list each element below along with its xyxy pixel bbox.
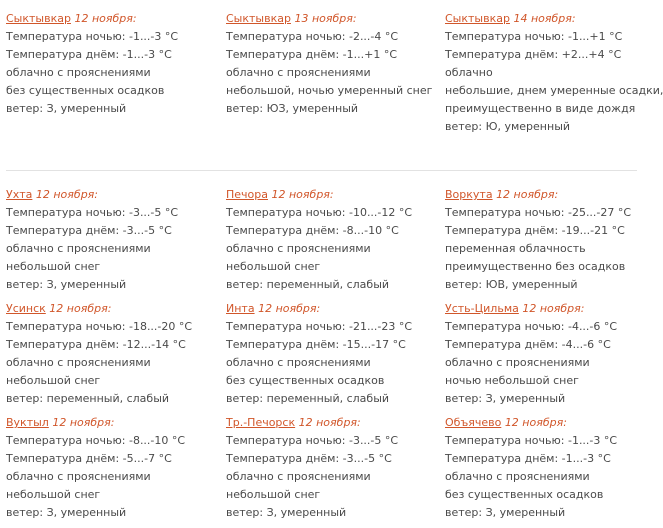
forecast-line: облачно с прояснениями bbox=[445, 470, 590, 483]
forecast-line: Температура днём: -15...-17 °C bbox=[226, 338, 406, 351]
forecast-line: облачно с прояснениями bbox=[6, 66, 151, 79]
regional-forecast-section bbox=[0, 186, 639, 528]
city-link[interactable]: Ухта bbox=[6, 188, 33, 201]
forecast-grid-top bbox=[0, 10, 663, 142]
forecast-card bbox=[0, 414, 220, 522]
forecast-line: Температура ночью: -1...+1 °C bbox=[445, 30, 623, 43]
forecast-line: небольшой снег bbox=[226, 260, 321, 273]
forecast-line: Температура днём: -3...-5 °C bbox=[6, 224, 172, 237]
forecast-line: облачно с прояснениями bbox=[226, 66, 371, 79]
forecast-date: 12 ноября: bbox=[258, 302, 321, 315]
forecast-header bbox=[445, 186, 639, 204]
forecast-line: Температура днём: -19...-21 °C bbox=[445, 224, 625, 237]
forecast-line: Температура днём: +2...+4 °C bbox=[445, 48, 622, 61]
city-link[interactable]: Усть-Цильма bbox=[445, 302, 519, 315]
forecast-line: Температура ночью: -3...-5 °C bbox=[6, 206, 179, 219]
forecast-line: Температура днём: -4...-6 °C bbox=[445, 338, 611, 351]
forecast-line: ветер: ЮЗ, умеренный bbox=[226, 102, 359, 115]
forecast-line: Температура ночью: -4...-6 °C bbox=[445, 320, 618, 333]
syktyvkar-forecast-section bbox=[0, 10, 663, 142]
forecast-line: Температура ночью: -1...-3 °C bbox=[445, 434, 618, 447]
forecast-line: без существенных осадков bbox=[226, 374, 385, 387]
forecast-line: ветер: З, умеренный bbox=[6, 278, 127, 291]
forecast-date: 14 ноября: bbox=[513, 12, 576, 25]
forecast-card bbox=[0, 10, 220, 136]
forecast-date: 12 ноября: bbox=[504, 416, 567, 429]
forecast-line: Температура днём: -8...-10 °C bbox=[226, 224, 399, 237]
forecast-line: преимущественно без осадков bbox=[445, 260, 626, 273]
forecast-line: Температура ночью: -18...-20 °C bbox=[6, 320, 193, 333]
forecast-header bbox=[226, 300, 439, 318]
forecast-line: небольшие, днем умеренные осадки, bbox=[445, 84, 663, 97]
city-link[interactable]: Печора bbox=[226, 188, 268, 201]
city-link[interactable]: Сыктывкар bbox=[6, 12, 71, 25]
forecast-date: 12 ноября: bbox=[298, 416, 361, 429]
forecast-line: Температура ночью: -21...-23 °C bbox=[226, 320, 413, 333]
forecast-header bbox=[445, 300, 639, 318]
forecast-header bbox=[226, 414, 439, 432]
forecast-line: ветер: З, умеренный bbox=[445, 506, 566, 519]
forecast-line: облачно с прояснениями bbox=[445, 356, 590, 369]
forecast-line: ветер: З, умеренный bbox=[6, 102, 127, 115]
forecast-date: 12 ноября: bbox=[74, 12, 137, 25]
forecast-card bbox=[220, 414, 439, 522]
forecast-line: ветер: З, умеренный bbox=[6, 506, 127, 519]
forecast-card bbox=[439, 300, 639, 408]
forecast-line: облачно с прояснениями bbox=[226, 242, 371, 255]
forecast-line: Температура днём: -12...-14 °C bbox=[6, 338, 186, 351]
city-link[interactable]: Воркута bbox=[445, 188, 493, 201]
city-link[interactable]: Усинск bbox=[6, 302, 46, 315]
forecast-card bbox=[439, 186, 639, 294]
forecast-header bbox=[6, 10, 220, 28]
forecast-grid-bottom bbox=[0, 186, 639, 528]
forecast-header bbox=[6, 186, 220, 204]
forecast-line: облачно с прояснениями bbox=[6, 470, 151, 483]
city-link[interactable]: Объячево bbox=[445, 416, 502, 429]
forecast-line: Температура ночью: -10...-12 °C bbox=[226, 206, 413, 219]
forecast-line: Температура ночью: -8...-10 °C bbox=[6, 434, 186, 447]
forecast-line: Температура днём: -1...+1 °C bbox=[226, 48, 398, 61]
forecast-line: Температура ночью: -25...-27 °C bbox=[445, 206, 632, 219]
forecast-line: небольшой снег bbox=[6, 260, 101, 273]
forecast-line: ветер: переменный, слабый bbox=[226, 278, 390, 291]
section-divider bbox=[6, 170, 637, 171]
forecast-line: ветер: переменный, слабый bbox=[226, 392, 390, 405]
forecast-line: облачно с прояснениями bbox=[226, 356, 371, 369]
forecast-header bbox=[226, 186, 439, 204]
forecast-line: ветер: З, умеренный bbox=[445, 392, 566, 405]
city-link[interactable]: Инта bbox=[226, 302, 255, 315]
forecast-line: небольшой снег bbox=[226, 488, 321, 501]
forecast-line: Температура днём: -5...-7 °C bbox=[6, 452, 172, 465]
forecast-line: ветер: переменный, слабый bbox=[6, 392, 170, 405]
city-link[interactable]: Тр.-Печорск bbox=[226, 416, 296, 429]
forecast-card bbox=[220, 300, 439, 408]
forecast-line: ночью небольшой снег bbox=[445, 374, 579, 387]
forecast-card bbox=[220, 186, 439, 294]
forecast-line: преимущественно в виде дождя bbox=[445, 102, 636, 115]
city-link[interactable]: Сыктывкар bbox=[226, 12, 291, 25]
forecast-line: без существенных осадков bbox=[445, 488, 604, 501]
forecast-header bbox=[445, 10, 639, 28]
forecast-date: 12 ноября: bbox=[271, 188, 334, 201]
forecast-date: 12 ноября: bbox=[49, 302, 112, 315]
city-link[interactable]: Сыктывкар bbox=[445, 12, 510, 25]
forecast-card bbox=[439, 414, 639, 522]
forecast-line: Температура днём: -1...-3 °C bbox=[445, 452, 611, 465]
forecast-line: небольшой снег bbox=[6, 374, 101, 387]
forecast-card bbox=[220, 10, 439, 136]
forecast-card bbox=[439, 10, 663, 136]
forecast-line: небольшой снег bbox=[6, 488, 101, 501]
forecast-line: облачно с прояснениями bbox=[6, 356, 151, 369]
forecast-date: 12 ноября: bbox=[522, 302, 585, 315]
forecast-line: Температура днём: -3...-5 °C bbox=[226, 452, 392, 465]
forecast-line: Температура ночью: -1...-3 °C bbox=[6, 30, 179, 43]
forecast-line: ветер: ЮВ, умеренный bbox=[445, 278, 578, 291]
forecast-line: без существенных осадков bbox=[6, 84, 165, 97]
forecast-line: облачно с прояснениями bbox=[226, 470, 371, 483]
forecast-card bbox=[0, 300, 220, 408]
forecast-header bbox=[6, 300, 220, 318]
forecast-card bbox=[0, 186, 220, 294]
forecast-line: Температура ночью: -3...-5 °C bbox=[226, 434, 399, 447]
forecast-header bbox=[226, 10, 439, 28]
forecast-header bbox=[6, 414, 220, 432]
forecast-line: Температура ночью: -2...-4 °C bbox=[226, 30, 399, 43]
city-link[interactable]: Вуктыл bbox=[6, 416, 49, 429]
forecast-date: 12 ноября: bbox=[52, 416, 115, 429]
forecast-line: небольшой, ночью умеренный снег bbox=[226, 84, 433, 97]
forecast-header bbox=[445, 414, 639, 432]
forecast-line: Температура днём: -1...-3 °C bbox=[6, 48, 172, 61]
forecast-date: 12 ноября: bbox=[35, 188, 98, 201]
forecast-date: 12 ноября: bbox=[496, 188, 559, 201]
forecast-line: облачно bbox=[445, 66, 493, 79]
forecast-line: переменная облачность bbox=[445, 242, 586, 255]
forecast-line: ветер: З, умеренный bbox=[226, 506, 347, 519]
forecast-date: 13 ноября: bbox=[294, 12, 357, 25]
forecast-line: облачно с прояснениями bbox=[6, 242, 151, 255]
forecast-line: ветер: Ю, умеренный bbox=[445, 120, 571, 133]
